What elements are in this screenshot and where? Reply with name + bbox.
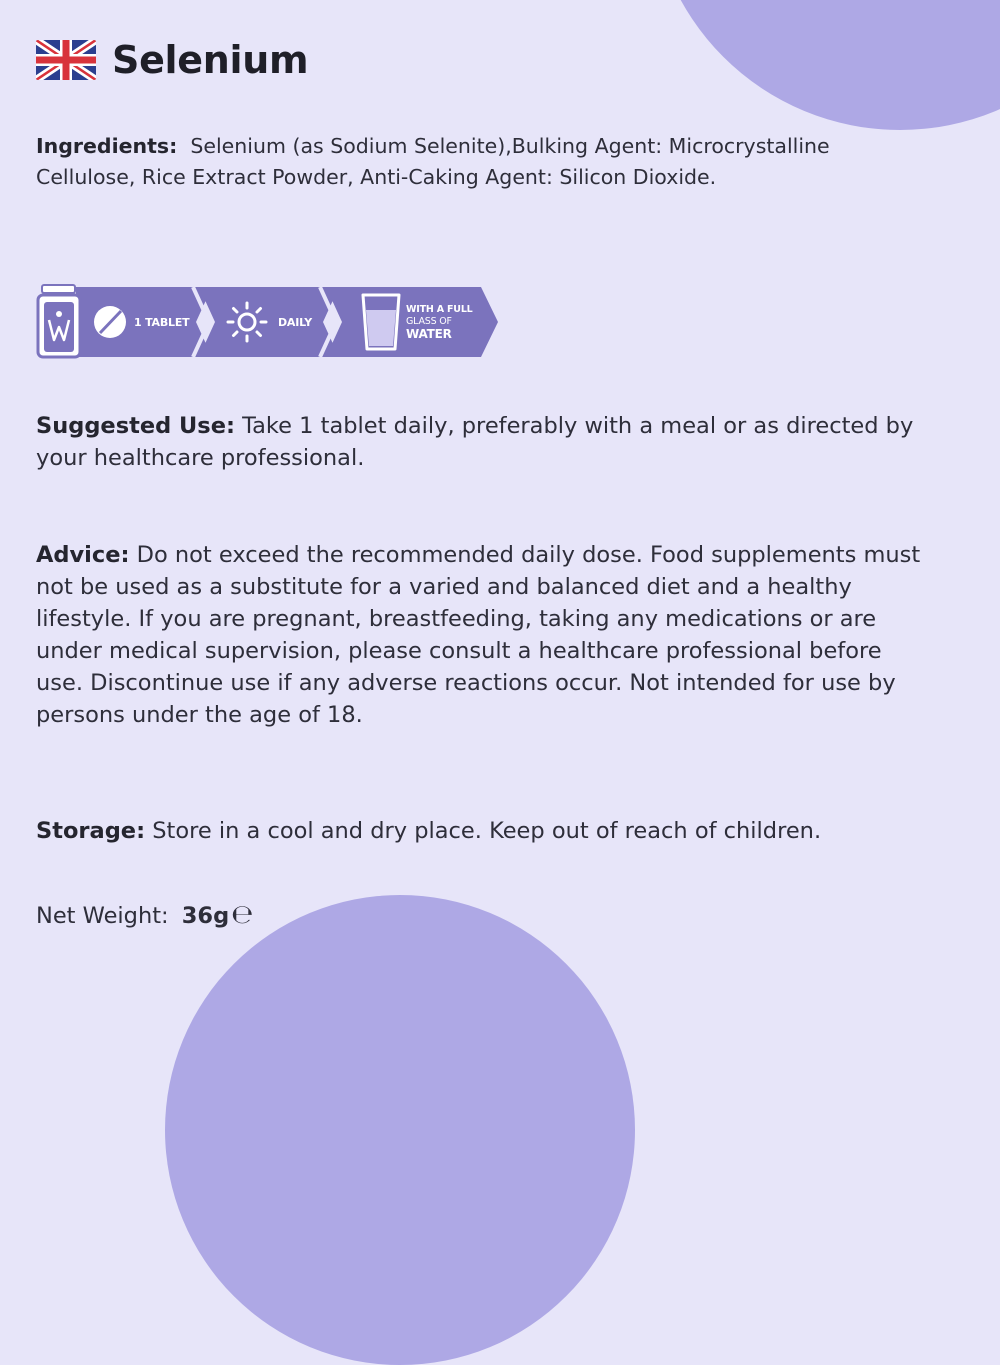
storage-label: Storage:: [36, 818, 146, 844]
dosage-daily-label: DAILY: [278, 316, 312, 329]
dosage-banner: [36, 282, 506, 362]
page-title: Selenium: [112, 38, 309, 82]
storage-section: [36, 815, 926, 847]
water-line-1: WITH A FULL: [406, 304, 473, 315]
net-weight-label: Net Weight:: [36, 903, 169, 929]
storage-text: Store in a cool and dry place. Keep out of reach of children.: [152, 818, 822, 844]
decorative-circle-bottom: [165, 895, 635, 1365]
advice-text: Do not exceed the recommended daily dose. Food supplements must not be used as a substitute for a varied and balanced diet and a healthy lifestyle. If you are pregnant, breastfeeding, taking any medications or are under medical supervision, please consult a healthcare professional before use. Discontinue use if any adverse reactions occur. Not intended for use by persons under the age of 18.: [36, 542, 921, 728]
ingredients-label: Ingredients:: [36, 134, 178, 158]
ingredients-section: [36, 131, 926, 193]
water-line-2: GLASS OF: [406, 316, 452, 327]
advice-label: Advice:: [36, 542, 130, 568]
tablet-icon: [94, 306, 126, 338]
net-weight-section: [36, 899, 926, 932]
suggested-use-text: Take 1 tablet daily, preferably with a meal or as directed by your healthcare professional.: [36, 413, 914, 471]
advice-section: [36, 539, 926, 731]
ingredients-text: Selenium (as Sodium Selenite),Bulking Agent: Microcrystalline Cellulose, Rice Extract Powder, Anti-Caking Agent: Silicon Dioxide.: [36, 134, 830, 189]
supplement-bottle-icon: [38, 285, 80, 357]
header: [36, 38, 308, 82]
dosage-water-label: [406, 304, 473, 340]
suggested-use-section: [36, 410, 926, 474]
estimated-sign-icon: ℮: [231, 900, 254, 930]
uk-flag-icon: [36, 40, 96, 80]
decorative-circle-top: [650, 0, 1000, 130]
dosage-tablet-label: 1 TABLET: [134, 316, 190, 329]
net-weight-value: 36g: [181, 903, 230, 929]
water-line-3: WATER: [406, 327, 452, 341]
suggested-use-label: Suggested Use:: [36, 413, 235, 439]
